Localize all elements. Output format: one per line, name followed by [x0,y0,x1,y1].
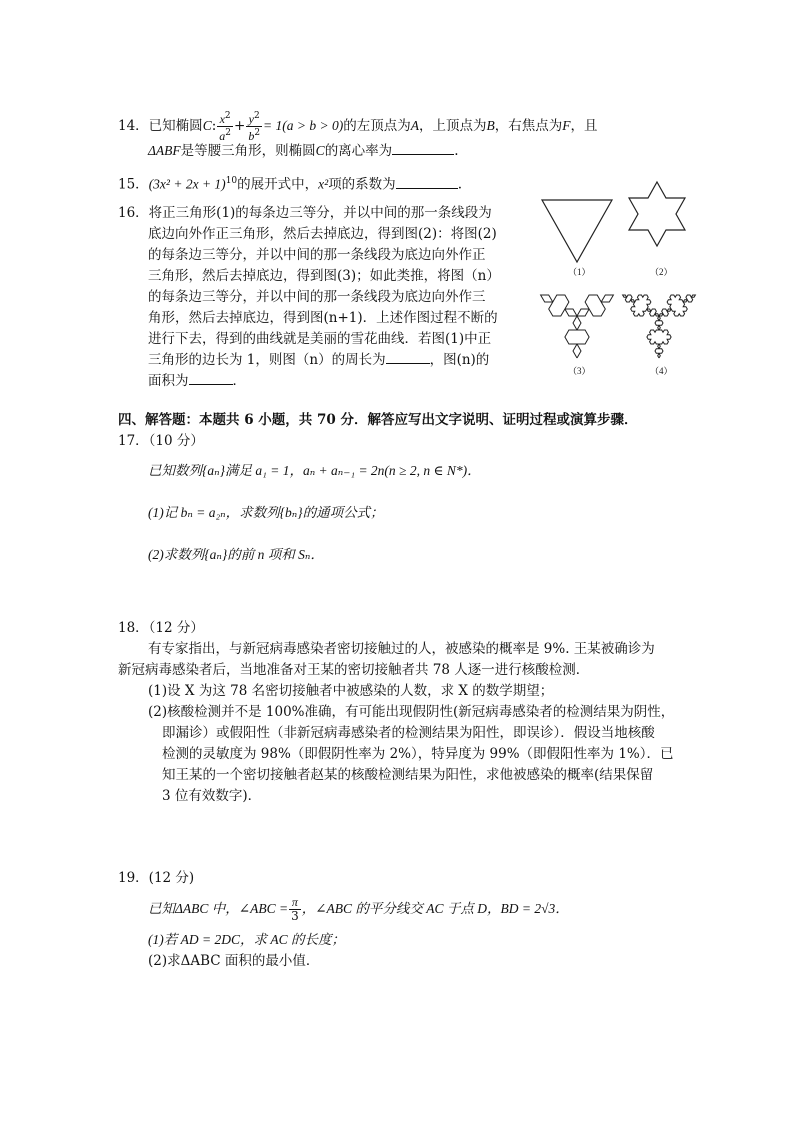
q19-frac-den: 3 [291,909,299,923]
figure-1-triangle [542,200,612,262]
q19-part-1: (1)若 AD = 2DC，求 AC 的长度； [148,932,345,947]
q17-header: 17．（10 分） [118,433,204,449]
q19-frac-num: π [289,896,301,910]
figure-4-koch [623,295,696,358]
q15-text-suffix: 项的系数为 [328,176,396,193]
q15-exponent: 10 [225,176,238,186]
q14-eq-x: x [219,112,225,126]
q18-line-4: (2)核酸检测并不是 100%准确，有可能出现假阴性(新冠病毒感染者的检测结果为阴性， [148,704,675,720]
q14-eq-y: y [248,112,254,126]
q18-line-2: 新冠病毒感染者后，当地准备对王某的密切接触者共 78 人逐一进行核酸检测． [118,662,590,678]
figure-2-label: （2） [650,267,673,277]
q16-line-9a: 面积为 [148,373,189,389]
q14-text-g: 的离心率为 [324,143,393,159]
q19-part-2: (2)求ΔABC 面积的最小值． [148,953,320,969]
q14-curve-label: C [202,118,212,133]
q17-part-2: (2)求数列{aₙ}的前 n 项和 Sₙ． [148,547,324,562]
q17-statement: 已知数列{aₙ}满足 a₁ = 1，aₙ + aₙ₋₁ = 2n(n ≥ 2, n ∈ N*)． [148,463,481,478]
q14-text-d: ，右焦点为 [494,118,563,134]
figure-3-koch [541,295,614,358]
figure-2-star [629,182,685,246]
snowflake-figures [530,178,710,378]
q15-number: 15． [118,176,149,193]
q14-A: A [410,118,419,133]
q18-line-6: 检测的灵敏度为 98%（即假阴性率为 2%），特异度为 99%（即假阳性率为 1%）．已 [162,746,674,762]
figure-4-label: （4） [650,366,673,376]
q14-line2 [148,141,458,161]
q16-line-2: 底边向外作正三角形，然后去掉底边，得到图(2)：将图(2) [148,226,497,242]
q17-part-1: (1)记 bₙ = a₂ₙ，求数列{bₙ}的通项公式； [148,505,384,520]
q18-line-8: 3 位有效数字)． [162,788,262,804]
q16-line-8b: ，图(n)的 [429,352,490,368]
q14-eq-b: b [248,129,255,143]
q14-period: . [454,143,459,159]
q18-line-3: (1)设 X 为这 78 名密切接触者中被感染的人数，求 X 的数学期望； [148,683,554,699]
q14-eq-rest: = 1(a > b > 0) [263,118,344,133]
q16-line-1: 16．将正三角形(1)的每条边三等分，并以中间的那一条线段为 [118,205,492,221]
q14-line1: 14．已知椭圆C: $\frac{x^2}{a^2}$ + $\frac{y^2}{b^2}$ = 1(a > b > 0)的左顶点为A，上顶点为B，右焦点为F，且 [118,111,598,143]
q14-B: B [486,118,495,133]
q16-perimeter-blank [386,351,430,364]
q16-line-3: 的每条边三等分，并以中间的那一条线段为底边向外作正 [148,247,486,263]
q14-answer-blank [392,142,454,155]
q19-angle-fraction [289,896,301,923]
q14-sq1: 2 [224,111,231,121]
q14-text-c: ，上顶点为 [419,118,487,134]
q15-text-mid: 的展开式中， [237,176,319,193]
q18-line-1: 有专家指出，与新冠病毒感染者密切接触过的人，被感染的概率是 9%. 王某被确诊为 [148,641,655,657]
q18-header: 18．（12 分） [118,620,204,636]
q14-eq-a: a [219,129,226,143]
figure-3-label: （3） [568,366,591,376]
q18-line-7: 知王某的一个密切接触者赵某的核酸检测结果为阳性，求他被感染的概率(结果保留 [162,767,654,783]
q19-header: 19．(12 分) [118,870,195,886]
q19-statement [148,896,569,923]
q15-period: . [457,176,462,193]
q16-line-9 [148,371,246,391]
q14-triangle: ΔABF [148,143,181,158]
q15-line [118,171,462,195]
q14-text-f: 是等腰三角形，则椭圆 [180,143,316,159]
q16-line-8a: 三角形的边长为 1，则图（n）的周长为 [148,352,386,368]
q14-text-b: 的左顶点为 [343,118,411,134]
q16-line-6: 角形，然后去掉底边，得到图(n+1)．上述作图过程不断的 [148,310,498,326]
q15-term: x² [318,176,329,192]
q14-frac-y [246,110,262,143]
q16-line-7: 进行下去，得到的曲线就是美丽的雪花曲线．若图(1)中正 [148,331,492,347]
q16-line-4: 三角形，然后去掉底边，得到图(3)；如此类推，将图（n） [148,268,500,284]
q14-sq3: 2 [253,111,260,121]
section-4-heading: 四、解答题：本题共 6 小题，共 70 分．解答应写出文字说明、证明过程或演算步骤． [118,412,638,428]
q16-line-5: 的每条边三等分，并以中间的那一条线段为底边向外作三 [148,289,486,305]
figure-1-label: （1） [568,267,591,277]
q14-curve-label-2: C [315,143,325,158]
q16-line-9b: ． [232,373,246,389]
q14-F: F [562,118,571,133]
q14-sq2: 2 [225,128,231,138]
q16-area-blank [189,372,233,385]
q19-statement-b: ，∠ABC 的平分线交 AC 于点 D，BD = 2√3． [301,901,569,916]
q14-text-e: ，且 [570,118,598,134]
q14-sq4: 2 [254,128,261,138]
q14-frac-x [217,110,233,143]
q16-line-8 [148,350,489,370]
q19-statement-a: 已知ΔABC 中，∠ABC = [148,901,289,916]
q14-text: 14．已知椭圆 [118,118,203,134]
q18-line-5: 即漏诊）或假阳性（非新冠病毒感染者的检测结果为阳性，即误诊）．假设当地核酸 [162,725,655,741]
q15-expression: (3x² + 2x + 1) [148,176,226,192]
q15-answer-blank [396,176,458,189]
